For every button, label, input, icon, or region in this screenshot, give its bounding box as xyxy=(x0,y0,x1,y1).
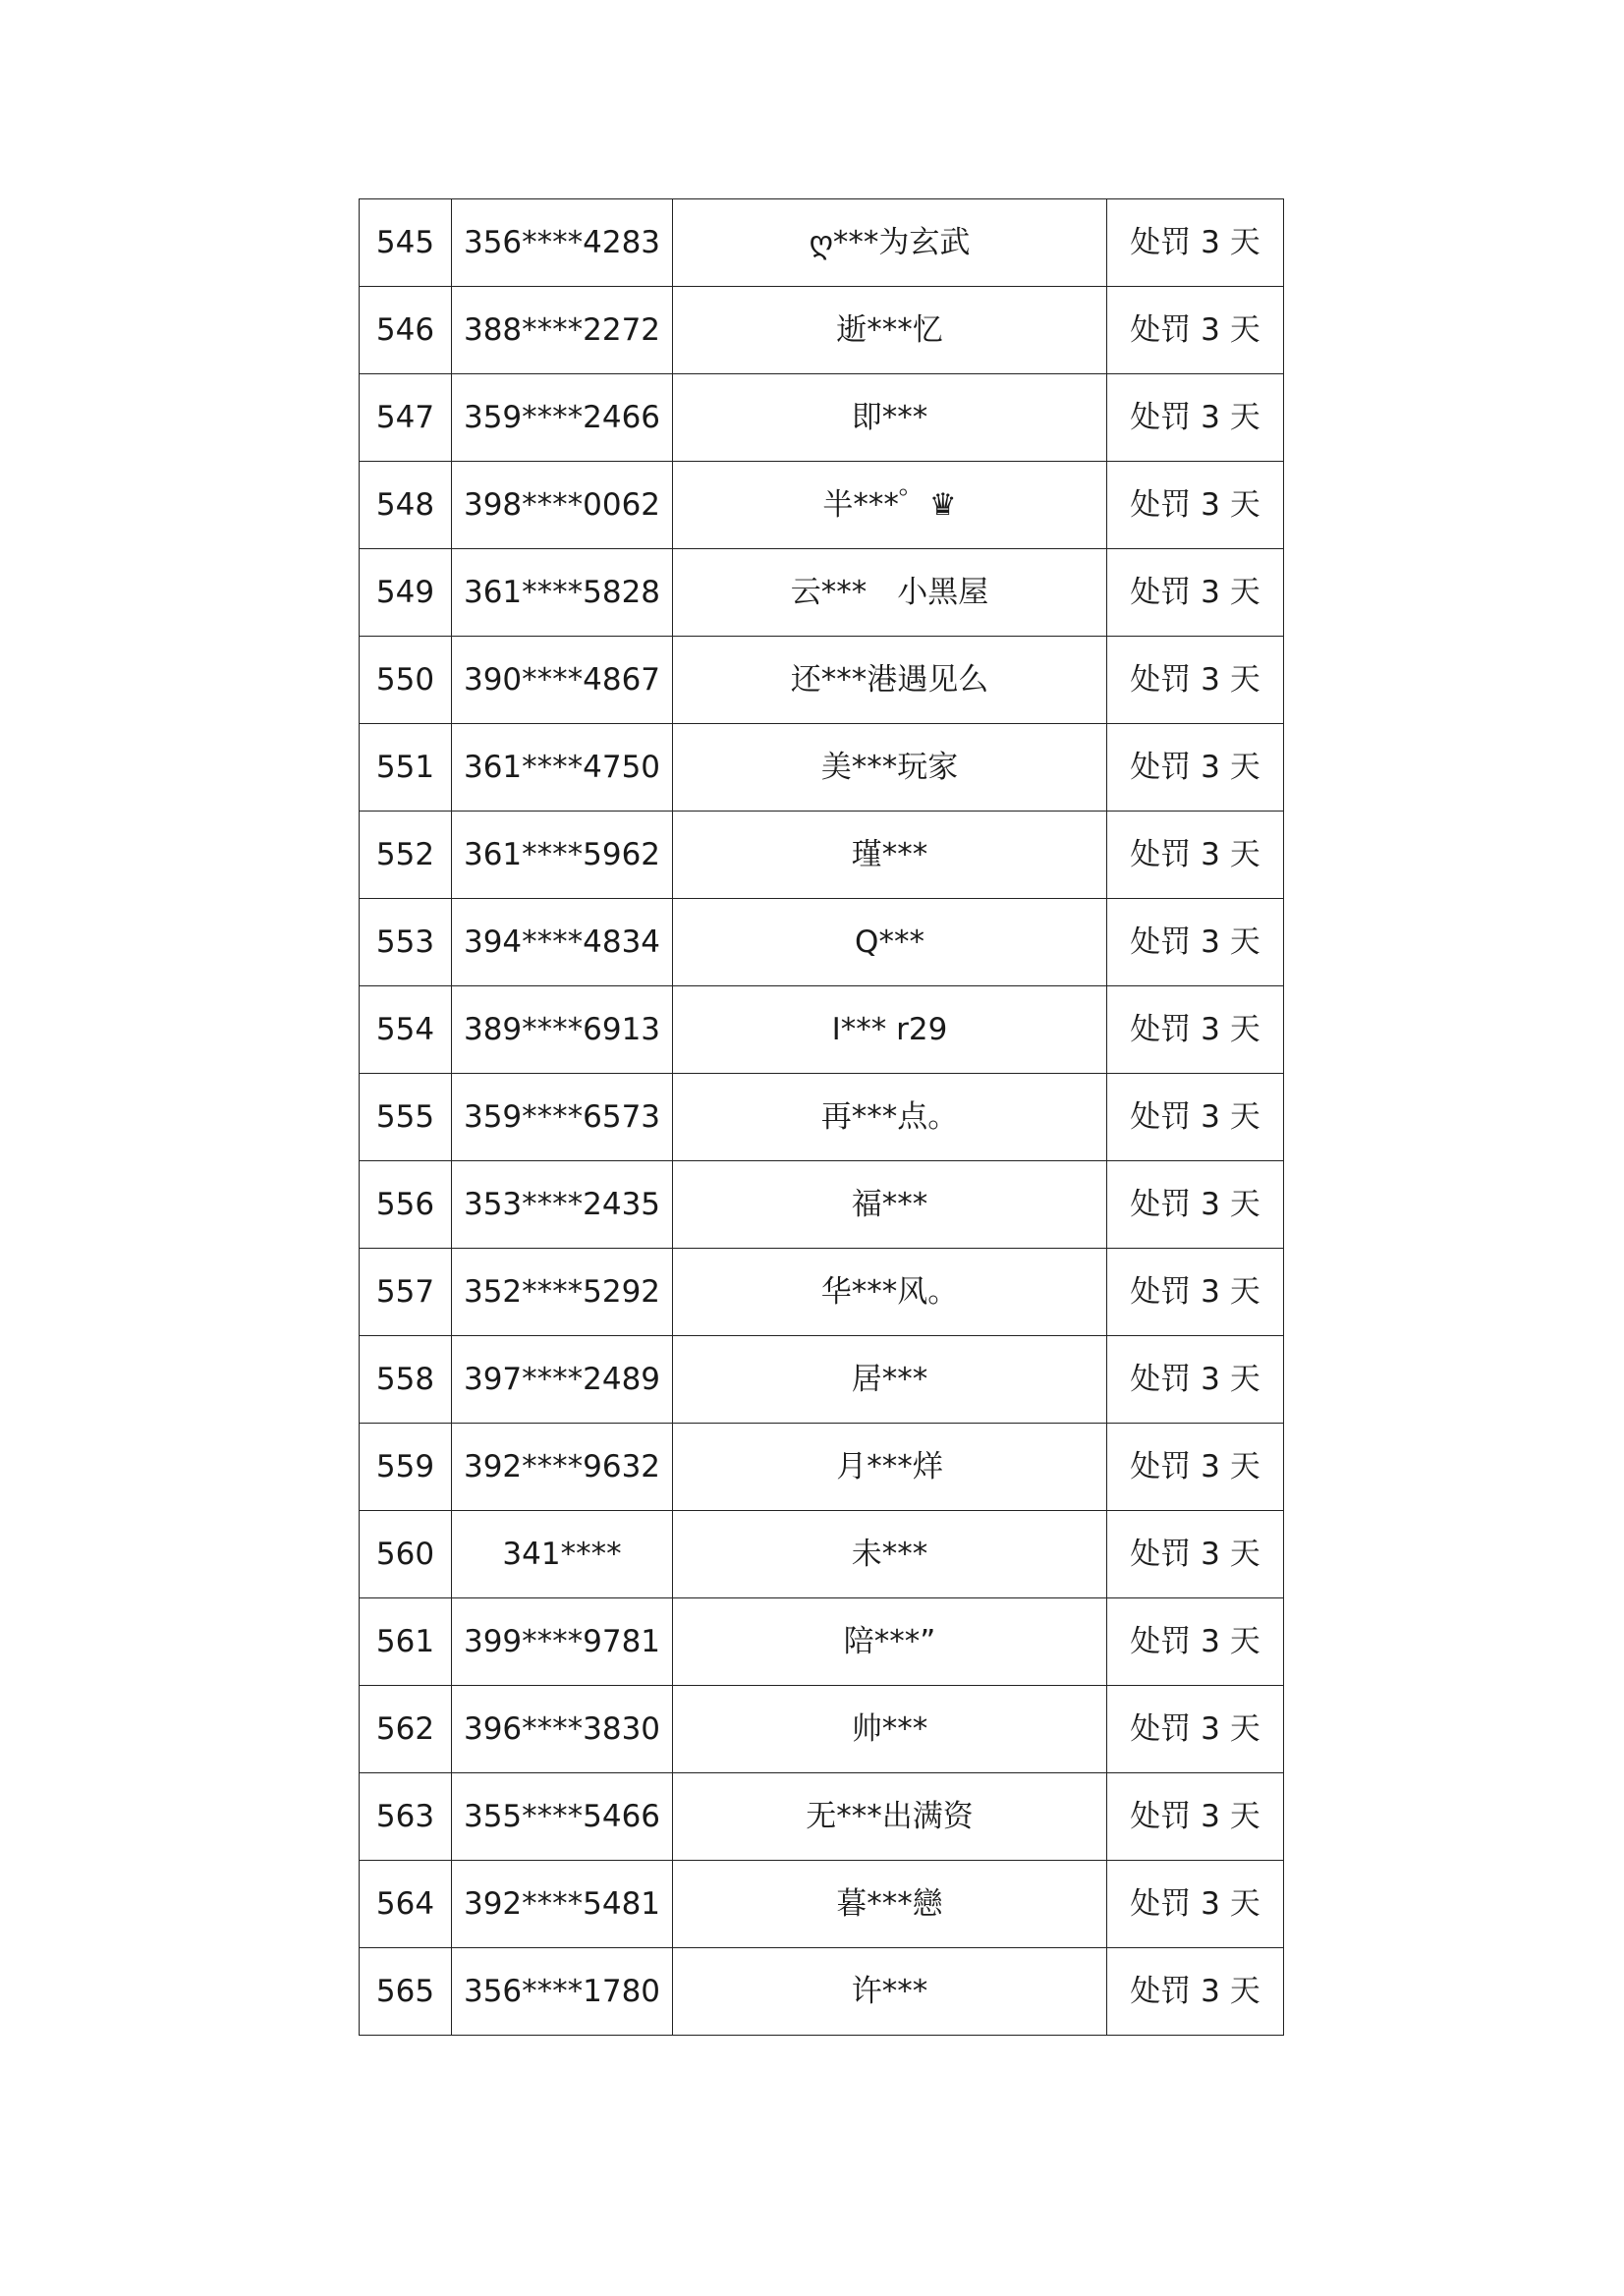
account-id-cell: 356****4283 xyxy=(452,199,673,287)
penalty-cell: 处罚 3 天 xyxy=(1107,812,1284,899)
penalty-cell: 处罚 3 天 xyxy=(1107,1511,1284,1598)
row-index-cell: 564 xyxy=(360,1861,452,1948)
penalty-cell: 处罚 3 天 xyxy=(1107,1249,1284,1336)
row-index-cell: 556 xyxy=(360,1161,452,1249)
account-id-cell: 359****2466 xyxy=(452,374,673,462)
table-row xyxy=(360,1424,1284,1511)
table-row xyxy=(360,1336,1284,1424)
row-index-cell: 565 xyxy=(360,1948,452,2036)
account-id-cell: 361****4750 xyxy=(452,724,673,812)
table-row xyxy=(360,724,1284,812)
nickname-cell: 陪***” xyxy=(673,1598,1107,1686)
account-id-cell: 361****5828 xyxy=(452,549,673,637)
penalty-table-body xyxy=(360,199,1284,2036)
nickname-cell: 月***烊 xyxy=(673,1424,1107,1511)
account-id-cell: 356****1780 xyxy=(452,1948,673,2036)
row-index-cell: 557 xyxy=(360,1249,452,1336)
nickname-cell: 再***点。 xyxy=(673,1074,1107,1161)
nickname-cell: 即*** xyxy=(673,374,1107,462)
row-index-cell: 553 xyxy=(360,899,452,986)
nickname-cell: 半***゜♛ xyxy=(673,462,1107,549)
account-id-cell: 341**** xyxy=(452,1511,673,1598)
row-index-cell: 563 xyxy=(360,1773,452,1861)
account-id-cell: 359****6573 xyxy=(452,1074,673,1161)
table-row xyxy=(360,812,1284,899)
penalty-cell: 处罚 3 天 xyxy=(1107,287,1284,374)
penalty-cell: 处罚 3 天 xyxy=(1107,986,1284,1074)
nickname-cell: 居*** xyxy=(673,1336,1107,1424)
penalty-cell: 处罚 3 天 xyxy=(1107,1336,1284,1424)
account-id-cell: 394****4834 xyxy=(452,899,673,986)
account-id-cell: 353****2435 xyxy=(452,1161,673,1249)
nickname-cell: 暮***戀 xyxy=(673,1861,1107,1948)
penalty-cell: 处罚 3 天 xyxy=(1107,374,1284,462)
table-row xyxy=(360,462,1284,549)
penalty-cell: 处罚 3 天 xyxy=(1107,1424,1284,1511)
account-id-cell: 396****3830 xyxy=(452,1686,673,1773)
nickname-cell: Q*** xyxy=(673,899,1107,986)
nickname-cell: 福*** xyxy=(673,1161,1107,1249)
row-index-cell: 546 xyxy=(360,287,452,374)
table-row xyxy=(360,1773,1284,1861)
table-row xyxy=(360,899,1284,986)
account-id-cell: 388****2272 xyxy=(452,287,673,374)
nickname-cell: 逝***忆 xyxy=(673,287,1107,374)
table-row xyxy=(360,1511,1284,1598)
row-index-cell: 547 xyxy=(360,374,452,462)
row-index-cell: 559 xyxy=(360,1424,452,1511)
penalty-cell: 处罚 3 天 xyxy=(1107,199,1284,287)
account-id-cell: 352****5292 xyxy=(452,1249,673,1336)
penalty-cell: 处罚 3 天 xyxy=(1107,1861,1284,1948)
account-id-cell: 399****9781 xyxy=(452,1598,673,1686)
table-row xyxy=(360,1161,1284,1249)
table-row xyxy=(360,1074,1284,1161)
row-index-cell: 552 xyxy=(360,812,452,899)
table-row xyxy=(360,637,1284,724)
nickname-cell: 美***玩家 xyxy=(673,724,1107,812)
table-row xyxy=(360,1249,1284,1336)
nickname-cell: 华***风。 xyxy=(673,1249,1107,1336)
penalty-cell: 处罚 3 天 xyxy=(1107,1074,1284,1161)
nickname-cell: ღ***为玄武 xyxy=(673,199,1107,287)
table-row xyxy=(360,1948,1284,2036)
penalty-table xyxy=(359,198,1284,2036)
table-row xyxy=(360,1861,1284,1948)
penalty-cell: 处罚 3 天 xyxy=(1107,1686,1284,1773)
nickname-cell: I*** r29 xyxy=(673,986,1107,1074)
penalty-cell: 处罚 3 天 xyxy=(1107,549,1284,637)
table-row xyxy=(360,986,1284,1074)
row-index-cell: 560 xyxy=(360,1511,452,1598)
account-id-cell: 392****9632 xyxy=(452,1424,673,1511)
table-row xyxy=(360,1686,1284,1773)
row-index-cell: 562 xyxy=(360,1686,452,1773)
penalty-cell: 处罚 3 天 xyxy=(1107,899,1284,986)
table-row xyxy=(360,374,1284,462)
row-index-cell: 551 xyxy=(360,724,452,812)
row-index-cell: 549 xyxy=(360,549,452,637)
table-row xyxy=(360,199,1284,287)
nickname-cell: 未*** xyxy=(673,1511,1107,1598)
penalty-cell: 处罚 3 天 xyxy=(1107,1773,1284,1861)
account-id-cell: 390****4867 xyxy=(452,637,673,724)
table-row xyxy=(360,549,1284,637)
nickname-cell: 云*** 小黑屋 xyxy=(673,549,1107,637)
account-id-cell: 397****2489 xyxy=(452,1336,673,1424)
row-index-cell: 548 xyxy=(360,462,452,549)
penalty-cell: 处罚 3 天 xyxy=(1107,1598,1284,1686)
penalty-cell: 处罚 3 天 xyxy=(1107,462,1284,549)
penalty-cell: 处罚 3 天 xyxy=(1107,1948,1284,2036)
nickname-cell: 帅*** xyxy=(673,1686,1107,1773)
penalty-cell: 处罚 3 天 xyxy=(1107,637,1284,724)
account-id-cell: 361****5962 xyxy=(452,812,673,899)
table-row xyxy=(360,1598,1284,1686)
account-id-cell: 392****5481 xyxy=(452,1861,673,1948)
penalty-cell: 处罚 3 天 xyxy=(1107,724,1284,812)
row-index-cell: 554 xyxy=(360,986,452,1074)
row-index-cell: 558 xyxy=(360,1336,452,1424)
nickname-cell: 许*** xyxy=(673,1948,1107,2036)
nickname-cell: 还***港遇见么 xyxy=(673,637,1107,724)
row-index-cell: 561 xyxy=(360,1598,452,1686)
row-index-cell: 555 xyxy=(360,1074,452,1161)
row-index-cell: 545 xyxy=(360,199,452,287)
nickname-cell: 无***出满资 xyxy=(673,1773,1107,1861)
account-id-cell: 389****6913 xyxy=(452,986,673,1074)
account-id-cell: 355****5466 xyxy=(452,1773,673,1861)
row-index-cell: 550 xyxy=(360,637,452,724)
table-row xyxy=(360,287,1284,374)
account-id-cell: 398****0062 xyxy=(452,462,673,549)
penalty-cell: 处罚 3 天 xyxy=(1107,1161,1284,1249)
nickname-cell: 瑾*** xyxy=(673,812,1107,899)
